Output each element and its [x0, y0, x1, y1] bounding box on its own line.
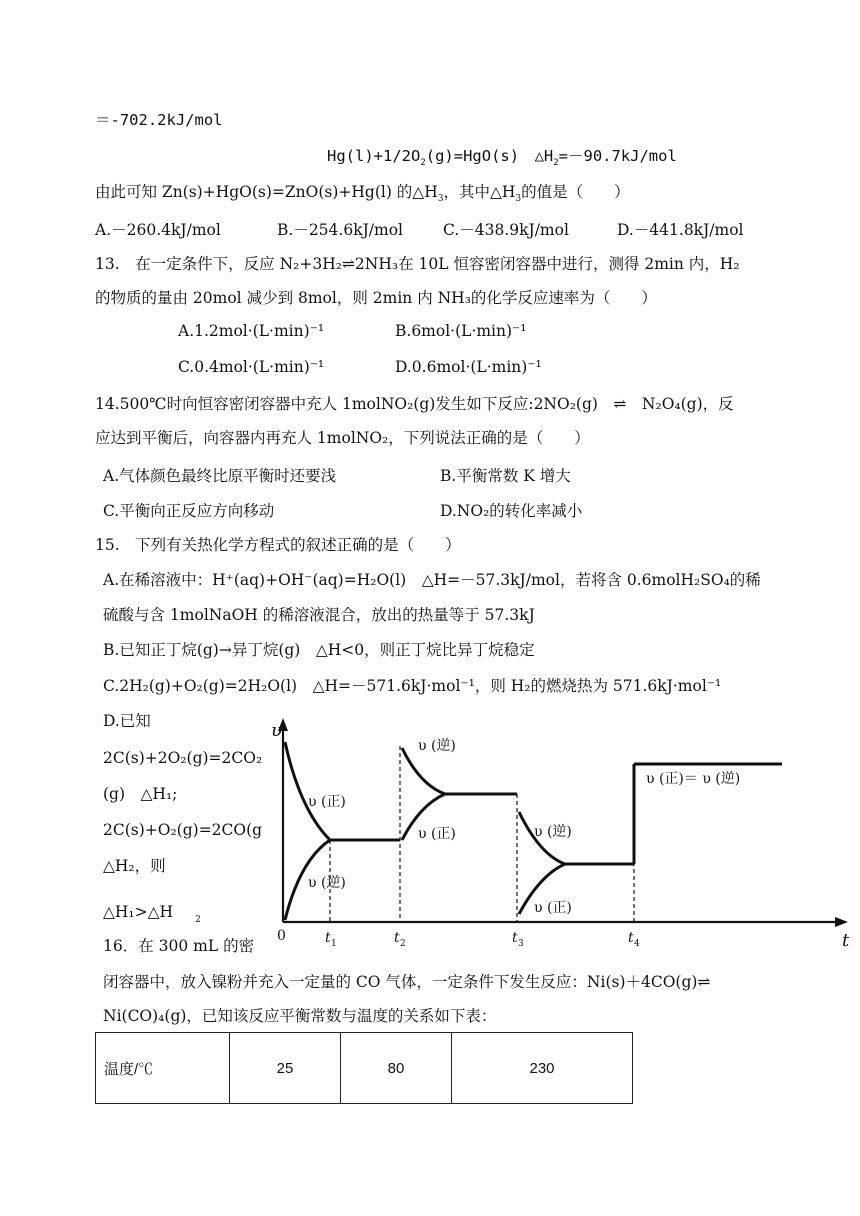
q14-option-b[interactable]: B.平衡常数 K 增大: [440, 467, 571, 485]
t1-subscript: 1: [331, 939, 337, 949]
h3-subscript-2: 3: [515, 194, 522, 205]
temperature-header-cell: 温度/℃: [96, 1033, 230, 1104]
t2-subscript: 2: [400, 939, 406, 949]
x-axis-label: t: [842, 930, 850, 951]
q13-option-c[interactable]: C.0.4mol·(L·min)⁻¹: [178, 358, 325, 376]
t3-label: t: [512, 930, 518, 946]
q15-option-d-line3: (g) △H₁;: [103, 785, 178, 803]
q14-option-a[interactable]: A.气体颜色最终比原平衡时还要浅: [103, 467, 337, 485]
q14-stem-line1: 14.500℃时向恒容密闭容器中充人 1molNO₂(g)发生如下反应:2NO₂(g) ⇌ N₂O₄(g)，反: [95, 395, 734, 413]
q12-option-c[interactable]: C.－438.9kJ/mol: [443, 221, 569, 239]
t1-label: t: [325, 930, 331, 946]
origin-label: 0: [277, 928, 286, 944]
h3-subscript: 3: [437, 194, 444, 205]
q15-option-b[interactable]: B.已知正丁烷(g)→异丁烷(g) △H<0，则正丁烷比异丁烷稳定: [103, 641, 535, 659]
reverse-rate-curve-2: [402, 748, 445, 794]
q15-option-d-line1[interactable]: D.已知: [103, 712, 151, 730]
q12-option-b[interactable]: B.－254.6kJ/mol: [277, 221, 404, 239]
t4-subscript: 4: [634, 939, 640, 949]
y-axis-label: υ: [271, 720, 282, 741]
q16-stem-line2: 闭容器中，放入镍粉并充入一定量的 CO 气体，一定条件下发生反应：Ni(s)＋4CO(g)⇌: [103, 973, 711, 991]
hg-equation-part3: =－90.7kJ/mol: [558, 147, 677, 165]
q15-option-d-line5: △H₂，则: [103, 857, 166, 875]
graph-axes: [278, 718, 848, 927]
forward-rate-label-2: υ (正): [418, 826, 456, 842]
q15-option-c[interactable]: C.2H₂(g)+O₂(g)=2H₂O(l) △H=－571.6kJ·mol⁻¹，则 H₂的燃烧热为 571.6kJ·mol⁻¹: [103, 677, 722, 695]
q14-stem-line2: 应达到平衡后，向容器内再充人 1molNO₂，下列说法正确的是（ ）: [95, 429, 590, 447]
equal-rates-label: υ (正)＝ υ (逆): [646, 771, 741, 787]
t3-subscript: 3: [518, 939, 524, 949]
q12-option-a[interactable]: A.－260.4kJ/mol: [95, 221, 221, 239]
q12-stem-part3: 的值是（ ）: [521, 183, 630, 201]
q15-option-d-line4: 2C(s)+O₂(g)=2CO(g: [103, 821, 263, 839]
forward-rate-label-1: υ (正): [308, 794, 346, 810]
q13-stem-line2: 的物质的量由 20mol 减少到 8mol，则 2min 内 NH₃的化学反应速率为（ ）: [95, 289, 657, 307]
q12-option-d[interactable]: D.－441.8kJ/mol: [617, 221, 744, 239]
q13-option-d[interactable]: D.0.6mol·(L·min)⁻¹: [395, 358, 542, 376]
energy-value-line: ＝-702.2kJ/mol: [95, 111, 223, 129]
x-axis-arrow: [835, 917, 848, 927]
temperature-230-cell: 230: [452, 1033, 633, 1104]
o2-subscript: 2: [420, 158, 426, 169]
forward-rate-curve-1: [285, 742, 330, 840]
q15-stem: 15. 下列有关热化学方程式的叙述正确的是（ ）: [95, 536, 461, 554]
hg-equation-part1: Hg(l)+1/2O: [327, 147, 421, 165]
q15-option-a-line2: 硫酸与含 1molNaOH 的稀溶液混合，放出的热量等于 57.3kJ: [103, 606, 535, 624]
temperature-25-cell: 25: [230, 1033, 341, 1104]
hg-equation-part2: (g)=HgO(s) △H: [425, 147, 554, 165]
dh2-subscript: 2: [195, 915, 201, 925]
dashed-guides: [330, 746, 634, 922]
q15-option-d-line2: 2C(s)+2O₂(g)=2CO₂: [103, 749, 263, 767]
reverse-rate-label-1: υ (逆): [308, 875, 346, 891]
dh-comparison: △H₁>△H: [103, 903, 174, 921]
q16-stem-line3: Ni(CO)₄(g)，已知该反应平衡常数与温度的关系如下表：: [103, 1007, 497, 1025]
forward-rate-label-3: υ (正): [534, 900, 572, 916]
t2-label: t: [394, 930, 400, 946]
q13-stem-line1: 13. 在一定条件下，反应 N₂+3H₂⇌2NH₃在 10L 恒容密闭容器中进行，测得 2min 内，H₂: [95, 255, 740, 273]
q15-option-a-line1[interactable]: A.在稀溶液中：H⁺(aq)+OH⁻(aq)=H₂O(l) △H=－57.3kJ/mol，若将含 0.6molH₂SO₄的稀: [103, 571, 761, 589]
q13-option-a[interactable]: A.1.2mol·(L·min)⁻¹: [178, 322, 325, 340]
h2-subscript: 2: [553, 158, 559, 169]
reverse-rate-label-2: υ (逆): [418, 738, 456, 754]
equilibrium-constant-table: [95, 1032, 633, 1104]
reverse-rate-label-3: υ (逆): [534, 824, 572, 840]
t4-label: t: [628, 930, 634, 946]
q16-stem-line1: 16．在 300 mL 的密: [103, 937, 255, 955]
q14-option-d[interactable]: D.NO₂的转化率减小: [440, 502, 583, 520]
q12-stem-part1: 由此可知 Zn(s)+HgO(s)=ZnO(s)+Hg(l) 的△H: [95, 183, 438, 201]
temperature-80-cell: 80: [341, 1033, 452, 1104]
q12-stem-part2: ，其中△H: [443, 183, 516, 201]
q14-option-c[interactable]: C.平衡向正反应方向移动: [103, 502, 275, 520]
q13-option-b[interactable]: B.6mol·(L·min)⁻¹: [395, 322, 527, 340]
table-row: [96, 1033, 633, 1104]
